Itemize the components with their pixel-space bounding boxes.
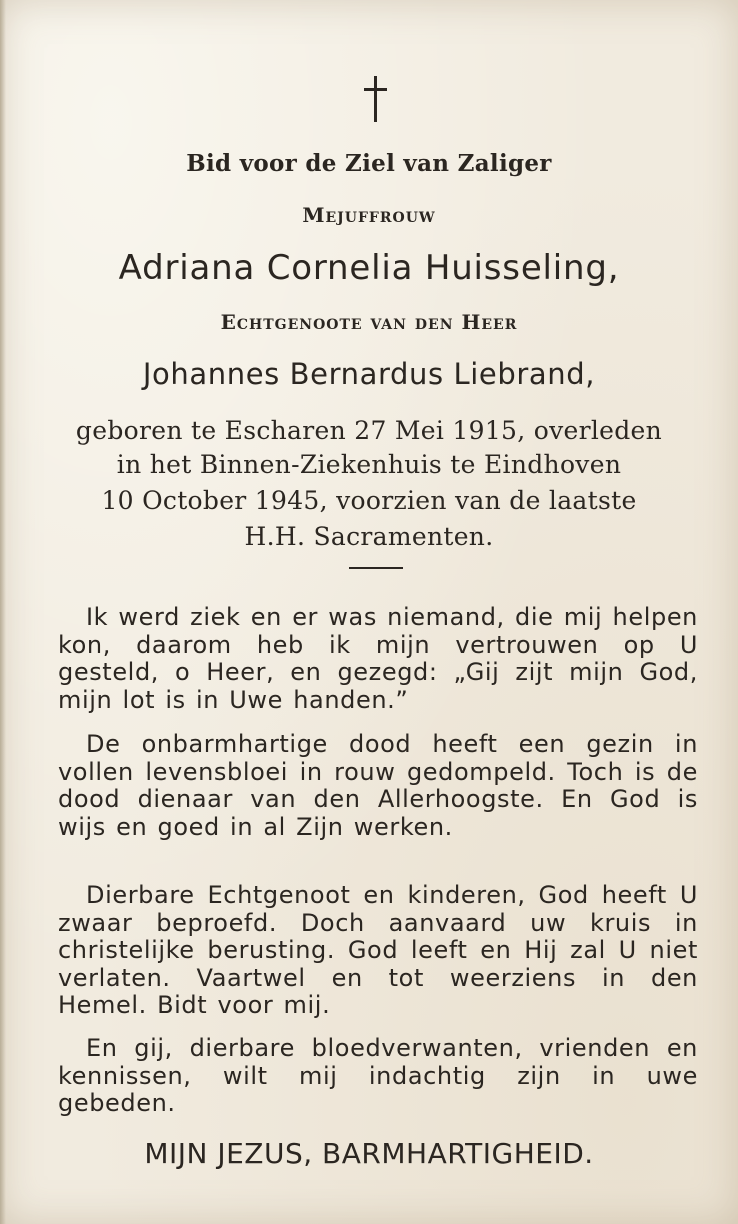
divider-rule bbox=[349, 567, 403, 569]
paragraph-3: Dierbare Echtgenoot en kinderen, God heeft U zwaar beproefd. Doch aanvaard uw kruis in christelijke berusting. God leeft en Hij zal U niet verlaten. Vaartwel en tot weerziens in den Hemel. Bidt voor mij. bbox=[58, 881, 698, 1019]
title-line: Mejuffrouw bbox=[302, 203, 436, 227]
details-line-4: H.H. Sacramenten. bbox=[244, 522, 494, 551]
card-edge bbox=[0, 0, 6, 1224]
intro-line: Bid voor de Ziel van Zaliger bbox=[186, 150, 552, 177]
closing-prayer: MIJN JEZUS, BARMHARTIGHEID. bbox=[144, 1137, 594, 1170]
relation-line: Echtgenoote van den Heer bbox=[220, 310, 518, 334]
paragraph-2: De onbarmhartige dood heeft een gezin in vollen levensbloei in rouw gedompeld. Toch is de dood dienaar van den Allerhoogste. En God is wijs en goed in al Zijn werken. bbox=[58, 730, 698, 841]
paragraph-4: En gij, dierbare bloedverwanten, vrienden en kennissen, wilt mij indachtig zijn in uwe gebeden. bbox=[58, 1034, 698, 1117]
details-line-2: in het Binnen-Ziekenhuis te Eindhoven bbox=[116, 450, 622, 479]
cross-icon bbox=[361, 76, 391, 124]
details-line-3: 10 October 1945, voorzien van de laatste bbox=[101, 486, 637, 515]
paragraph-1: Ik werd ziek en er was niemand, die mij helpen kon, daarom heb ik mijn vertrouwen op U gesteld, o Heer, en gezegd: „Gij zijt mijn God, mijn lot is in Uwe handen.” bbox=[58, 603, 698, 714]
spouse-name: Johannes Bernardus Liebrand, bbox=[142, 357, 596, 391]
deceased-name: Adriana Cornelia Huisseling, bbox=[118, 248, 620, 288]
details-line-1: geboren te Escharen 27 Mei 1915, overleden bbox=[75, 416, 663, 445]
